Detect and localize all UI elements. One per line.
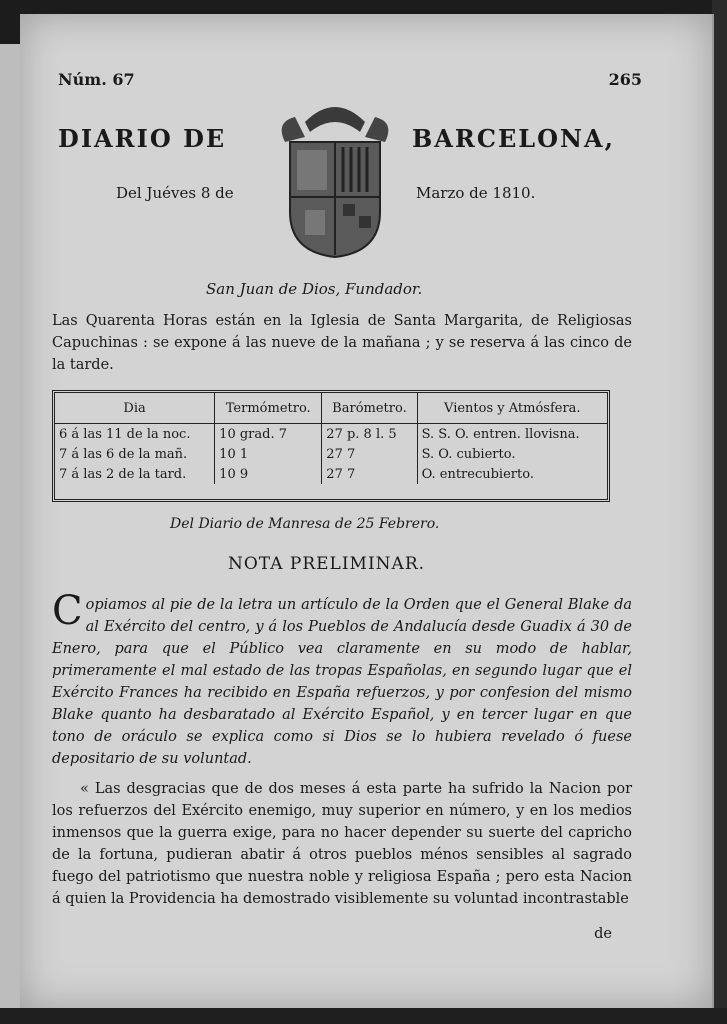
right-book-edge (712, 0, 727, 1024)
saint-of-day: San Juan de Dios, Fundador. (206, 280, 423, 298)
body-paragraph: « Las desgracias que de dos meses á esta parte ha sufrido la Nacion por los refuerzos del Exército enemigo, muy superior en número, y en los medios inmensos que la guerra exige, para no hacer depender su suerte del capricho de la fortuna, pudieran abatir á otros pueblos ménos sensibles al sagrado fuego del patriotismo que nuestra noble y religiosa España ; pero esta Nacion á quien la Providencia ha demostrado visiblemente su voluntad incontrastable (52, 781, 632, 907)
forty-hours-notice: Las Quarenta Horas están en la Iglesia de Santa Margarita, de Religiosas Capuchinas : se expone á las nueve de la mañana ; y se reserva á las cinco de la tarde. (52, 313, 632, 373)
cell-therm: 10 grad. 7 (215, 424, 322, 445)
col-header-thermometer: Termómetro. (215, 393, 322, 424)
cell-therm: 10 9 (215, 464, 322, 484)
table-row (55, 444, 607, 464)
newspaper-page (20, 14, 714, 1008)
cell-baro: 27 7 (322, 444, 417, 464)
left-page-edge (0, 44, 20, 1024)
date-right: Marzo de 1810. (416, 184, 536, 202)
cell-therm: 10 1 (215, 444, 322, 464)
cell-baro: 27 p. 8 l. 5 (322, 424, 417, 445)
col-header-day: Dia (55, 393, 215, 424)
table-row (55, 424, 607, 445)
catchword: de (594, 926, 612, 942)
issue-number: Núm. 67 (58, 70, 135, 89)
col-header-barometer: Barómetro. (322, 393, 417, 424)
cell-wind: S. O. cubierto. (421, 446, 516, 462)
intro-text: opiamos al pie de la letra un artículo de la Orden que el General Blake da al Exército del centro, y á los Pueblos de Andalucía desde Guadix á 30 de Enero, para que el Público vea claramente en su modo de hablar, primeramente el mal estado de las tropas Españolas, en segundo lugar que el Exército Frances ha recibido en España refuerzos, y por confesion del mismo Blake quanto ha desbaratado al Exército Español, y en tercer lugar en que tono de oráculo se explica como si Dios se lo hubiera revelado ó fuese depositario de su voluntad. (52, 597, 632, 767)
masthead-left: DIARIO DE (58, 124, 227, 153)
bottom-edge (0, 1008, 727, 1024)
cell-day: 7 á las 2 de la tard. (55, 464, 215, 484)
cell-day: 7 á las 6 de la mañ. (55, 444, 215, 464)
source-line: Del Diario de Manresa de 25 Febrero. (170, 516, 440, 532)
masthead-right: BARCELONA, (412, 124, 615, 153)
cell-wind: S. S. O. entren. llovisna. (421, 426, 580, 442)
intro-paragraph (52, 588, 632, 770)
page-number: 265 (608, 70, 642, 89)
drop-cap: C (52, 588, 83, 634)
coat-of-arms-icon (265, 92, 405, 262)
table-row (55, 464, 607, 484)
cell-day: 6 á las 11 de la noc. (55, 424, 215, 445)
cell-baro: 27 7 (322, 464, 417, 484)
col-header-wind: Vientos y Atmósfera. (417, 393, 607, 424)
cell-wind: O. entrecubierto. (421, 466, 534, 482)
section-title: NOTA PRELIMINAR. (228, 554, 426, 574)
date-left: Del Juéves 8 de (116, 184, 234, 202)
weather-table (52, 390, 610, 502)
